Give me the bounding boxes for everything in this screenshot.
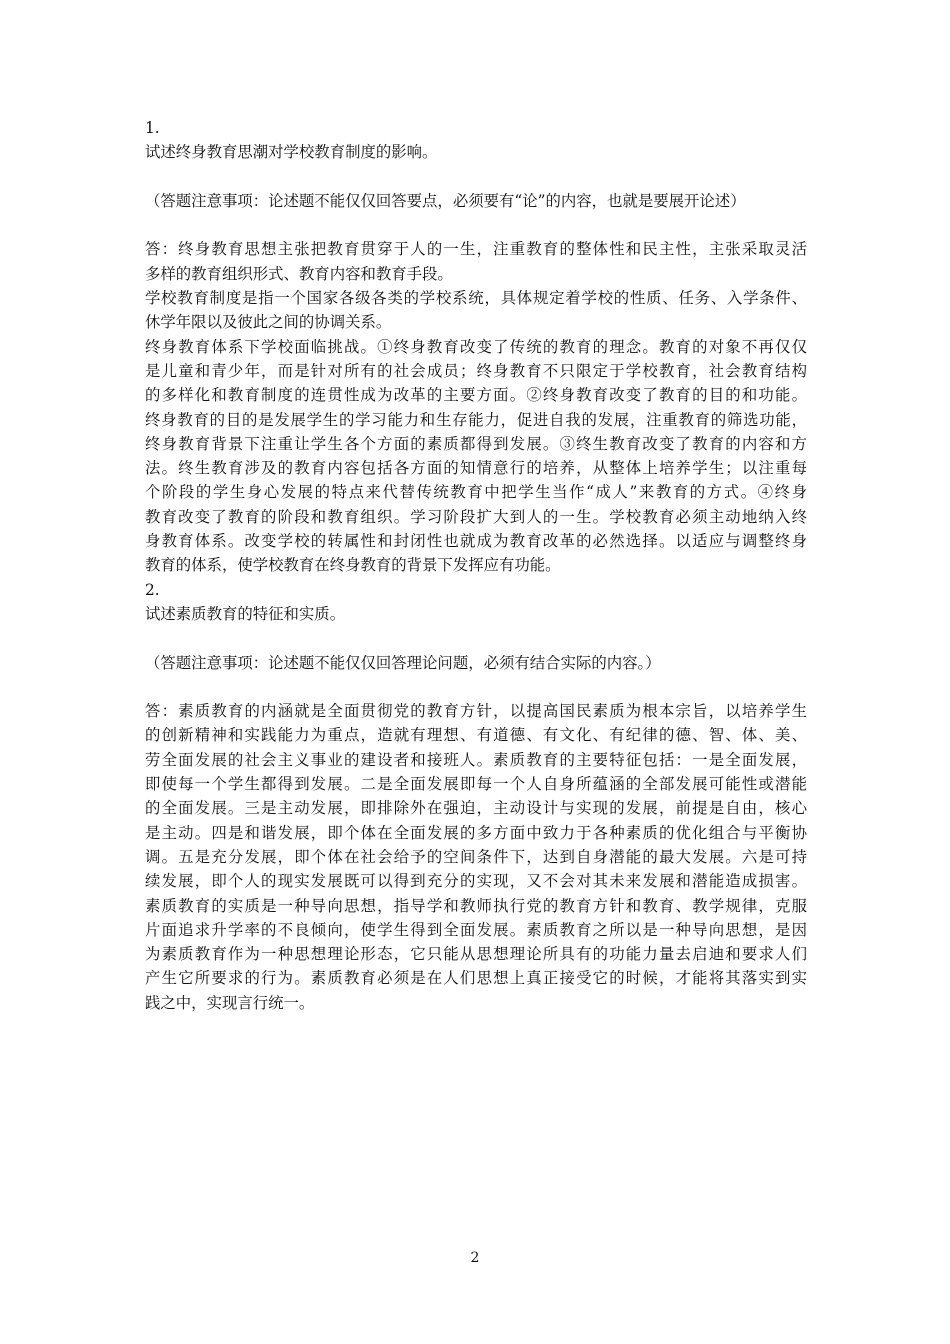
q2-answer-line: 产生它所要求的行为。素质教育必须是在人们思想上真正接受它的时候，才能将其落实到实 <box>145 969 807 988</box>
q2-answer-line: 调。五是充分发展，即个体在社会给予的空间条件下，达到自身潜能的最大发展。六是可持 <box>145 847 807 866</box>
q1-answer-line: 是儿童和青少年，而是针对所有的社会成员；终身教育不只限定于学校教育，社会教育结构 <box>145 361 807 380</box>
q2-answer-line: 片面追求升学率的不良倾向，使学生得到全面发展。素质教育之所以是一种导向思想，是因 <box>145 920 807 939</box>
q2-note: （答题注意事项：论述题不能仅仅回答理论问题，必须有结合实际的内容。） <box>145 653 661 672</box>
q1-answer-line: 终身教育的目的是发展学生的学习能力和生存能力，促进自我的发展，注重教育的筛选功能， <box>145 410 807 429</box>
q2-answer-line: 践之中，实现言行统一。 <box>145 993 315 1012</box>
page-number: 2 <box>470 1250 480 1266</box>
q2-answer <box>145 699 807 1015</box>
spacer <box>145 165 807 189</box>
q1-answer-line: 个阶段的学生身心发展的特点来代替传统教育中把学生当作“成人”来教育的方式。④终身 <box>145 483 807 502</box>
q1-answer-line: 终身教育背景下注重让学生各个方面的素质都得到发展。③终生教育改变了教育的内容和方 <box>145 434 807 453</box>
q2-answer-line: 续发展，即个人的现实发展既可以得到充分的实现，又不会对其未来发展和潜能造成损害。 <box>145 872 807 891</box>
q1-answer-line: 多样的教育组织形式、教育内容和教育手段。 <box>145 264 453 283</box>
document-body <box>145 116 807 1015</box>
q1-answer-line: 学校教育制度是指一个国家各级各类的学校系统，具体规定着学校的性质、任务、入学条件、 <box>145 289 807 308</box>
q2-answer-line: 答：素质教育的内涵就是全面贯彻党的教育方针，以提高国民素质为根本宗旨，以培养学生 <box>145 702 807 721</box>
q2-answer-line: 的全面发展。三是主动发展，即排除外在强迫，主动设计与实现的发展，前提是自由，核心 <box>145 799 807 818</box>
spacer <box>145 626 807 650</box>
q1-answer <box>145 237 807 577</box>
q1-answer-line: 终身教育体系下学校面临挑战。①终身教育改变了传统的教育的理念。教育的对象不再仅仅 <box>145 337 807 356</box>
q2-answer-line: 的创新精神和实践能力为重点，造就有理想、有道德、有文化、有纪律的德、智、体、美、 <box>145 726 807 745</box>
q2-answer-line: 即使每一个学生都得到发展。二是全面发展即每一个人自身所蕴涵的全部发展可能性或潜能 <box>145 775 807 794</box>
q1-number: 1. <box>145 119 160 137</box>
q1-note: （答题注意事项：论述题不能仅仅回答要点，必须要有“论”的内容，也就是要展开论述） <box>145 191 746 210</box>
q1-answer-line: 身教育体系。改变学校的转属性和封闭性也就成为教育改革的必然选择。以适应与调整终身 <box>145 532 807 551</box>
q2-number: 2. <box>145 580 160 599</box>
q2-answer-line: 为素质教育作为一种思想理论形态，它只能从思想理论所具有的功能力量去启迪和要求人们 <box>145 945 807 964</box>
q2-answer-line: 劳全面发展的社会主义事业的建设者和接班人。素质教育的主要特征包括：一是全面发展， <box>145 750 807 769</box>
spacer <box>145 675 807 699</box>
q1-answer-line: 教育的体系，使学校教育在终身教育的背景下发挥应有功能。 <box>145 556 561 575</box>
q1-answer-line: 答：终身教育思想主张把教育贯穿于人的一生，注重教育的整体性和民主性，主张采取灵活 <box>145 240 807 259</box>
q1-answer-line: 的多样化和教育制度的连贯性成为改革的主要方面。②终身教育改变了教育的目的和功能。 <box>145 386 807 405</box>
q2-question: 试述素质教育的特征和实质。 <box>145 604 346 623</box>
q1-question: 试述终身教育思潮对学校教育制度的影响。 <box>145 143 438 162</box>
q1-answer-line: 教育改变了教育的阶段和教育组织。学习阶段扩大到人的一生。学校教育必须主动地纳入终 <box>145 507 807 526</box>
q1-answer-line: 法。终生教育涉及的教育内容包括各方面的知情意行的培养，从整体上培养学生；以注重每 <box>145 459 807 478</box>
spacer <box>145 213 807 237</box>
q2-answer-line: 素质教育的实质是一种导向思想，指导学和教师执行党的教育方针和教育、教学规律，克服 <box>145 896 807 915</box>
q2-answer-line: 是主动。四是和谐发展，即个体在全面发展的多方面中致力于各种素质的优化组合与平衡协 <box>145 823 807 842</box>
q1-answer-line: 休学年限以及彼此之间的协调关系。 <box>145 313 392 332</box>
